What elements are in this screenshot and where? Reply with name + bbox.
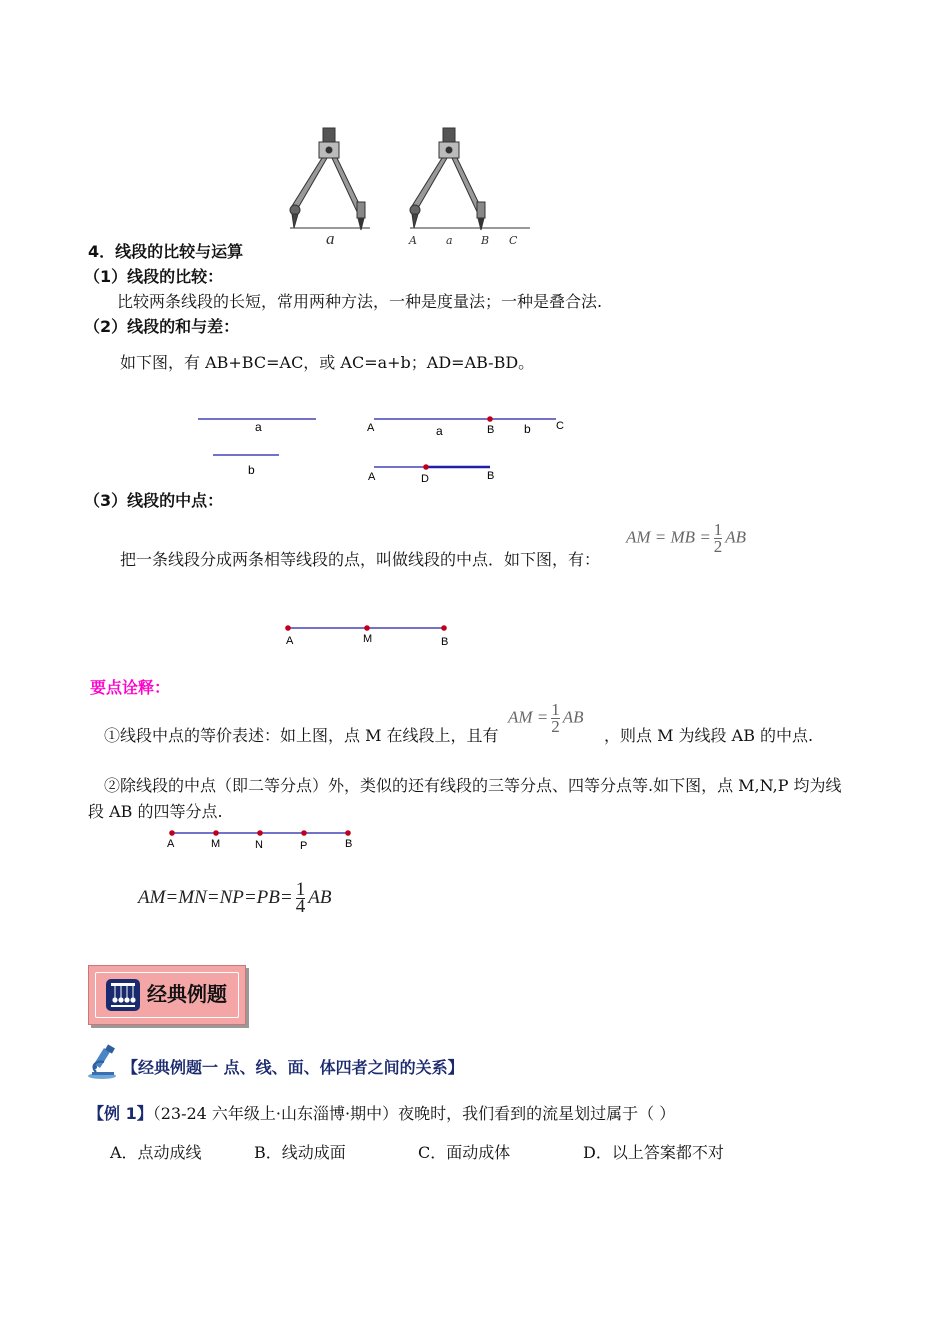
q-point-B [345,830,351,836]
midpoint-formula-left: AM = MB = [626,527,711,547]
mid-point-B [441,625,447,631]
compass-label-A: A [409,234,417,247]
compass-left [290,128,365,230]
sub1-text: 比较两条线段的长短，常用两种方法，一种是度量法；一种是叠合法. [117,292,603,311]
option-C[interactable]: C．面动成体 [418,1143,511,1162]
point-B-top [487,416,493,422]
key-point-1-after: ，则点 M 为线段 AB 的中点. [604,726,814,745]
mid-label-M: M [363,633,373,645]
q-label-N: N [255,839,263,851]
sub1-title: （1）线段的比较： [84,267,224,286]
q-point-M [213,830,219,836]
q-point-A [169,830,175,836]
key-point-1-formula: AM = $\frac{1}{2}$ AB [508,700,584,736]
compass-label-C: C [509,234,518,247]
label-C-top: C [556,420,564,432]
label-b-top: b [524,422,531,436]
segment-a-label: a [255,420,262,434]
key-points-title: 要点诠释： [90,678,171,697]
option-B[interactable]: B．线动成面 [254,1143,346,1162]
q-point-P [301,830,307,836]
microscope-icon [86,1044,122,1080]
label-A-bottom: A [368,471,376,483]
q-point-N [257,830,263,836]
compass-label-a: a [446,234,453,247]
label-B-bottom: B [487,470,495,482]
compass-label-B: B [481,234,490,247]
quarter-formula: AM=MN=NP=PB= $\frac{1}{4}$ AB [138,879,332,917]
quarter-diagram [165,826,365,854]
sub2-text: 如下图，有 AB+BC=AC，或 AC=a+b；AD=AB-BD。 [120,353,535,372]
mid-point-M [364,625,370,631]
midpoint-formula [626,522,746,555]
mid-point-A [285,625,291,631]
compass-left-label: a [326,229,335,248]
q-label-P: P [300,840,308,852]
segment-b-label: b [248,463,255,477]
example1-question-text: （23-24 六年级上·山东淄博·期中）夜晚时，我们看到的流星划过属于（ ） [152,1104,676,1123]
key-point-1-text: ①线段中点的等价表述：如上图，点 M 在线段上，且有 [104,726,499,745]
midpoint-formula-right: AB [725,527,747,547]
q-label-M: M [211,838,221,850]
label-B-top: B [487,424,495,436]
example-section-title: 【经典例题一 点、线、面、体四者之间的关系】 [122,1058,464,1077]
option-D[interactable]: D．以上答案都不对 [583,1143,724,1162]
midpoint-formula-den: 2 [713,537,723,556]
example1-tag: 【例 1】 [88,1104,153,1123]
sub3-title: （3）线段的中点： [84,491,224,510]
sub2-title: （2）线段的和与差： [84,317,240,336]
q-label-B: B [345,838,353,850]
compass-right [410,128,485,230]
mid-label-A: A [286,635,294,647]
key-point-2-line2: 段 AB 的四等分点. [88,802,223,821]
example1-question [88,1103,675,1125]
sum-diagram [190,408,580,488]
q-label-A: A [167,838,175,850]
key-point-2-line1: ②除线段的中点（即二等分点）外，类似的还有线段的三等分点、四等分点等.如下图，点 M,N,P 均为线 [104,776,842,795]
section4-heading: 4．线段的比较与运算 [88,242,244,261]
compass-figure [280,122,540,250]
midpoint-formula-num: 1 [713,520,723,539]
sub3-text: 把一条线段分成两条相等线段的点，叫做线段的中点．如下图，有： [120,550,601,569]
banner-label: 经典例题 [147,982,227,1006]
classic-examples-banner [88,965,246,1025]
label-D-bottom: D [421,473,429,485]
point-D [423,464,429,470]
option-A[interactable]: A．点动成线 [110,1143,202,1162]
cradle-icon [105,978,141,1012]
label-A-top: A [367,422,375,434]
midpoint-diagram [280,620,460,650]
mid-label-B: B [441,636,449,648]
label-a-top: a [436,424,443,438]
